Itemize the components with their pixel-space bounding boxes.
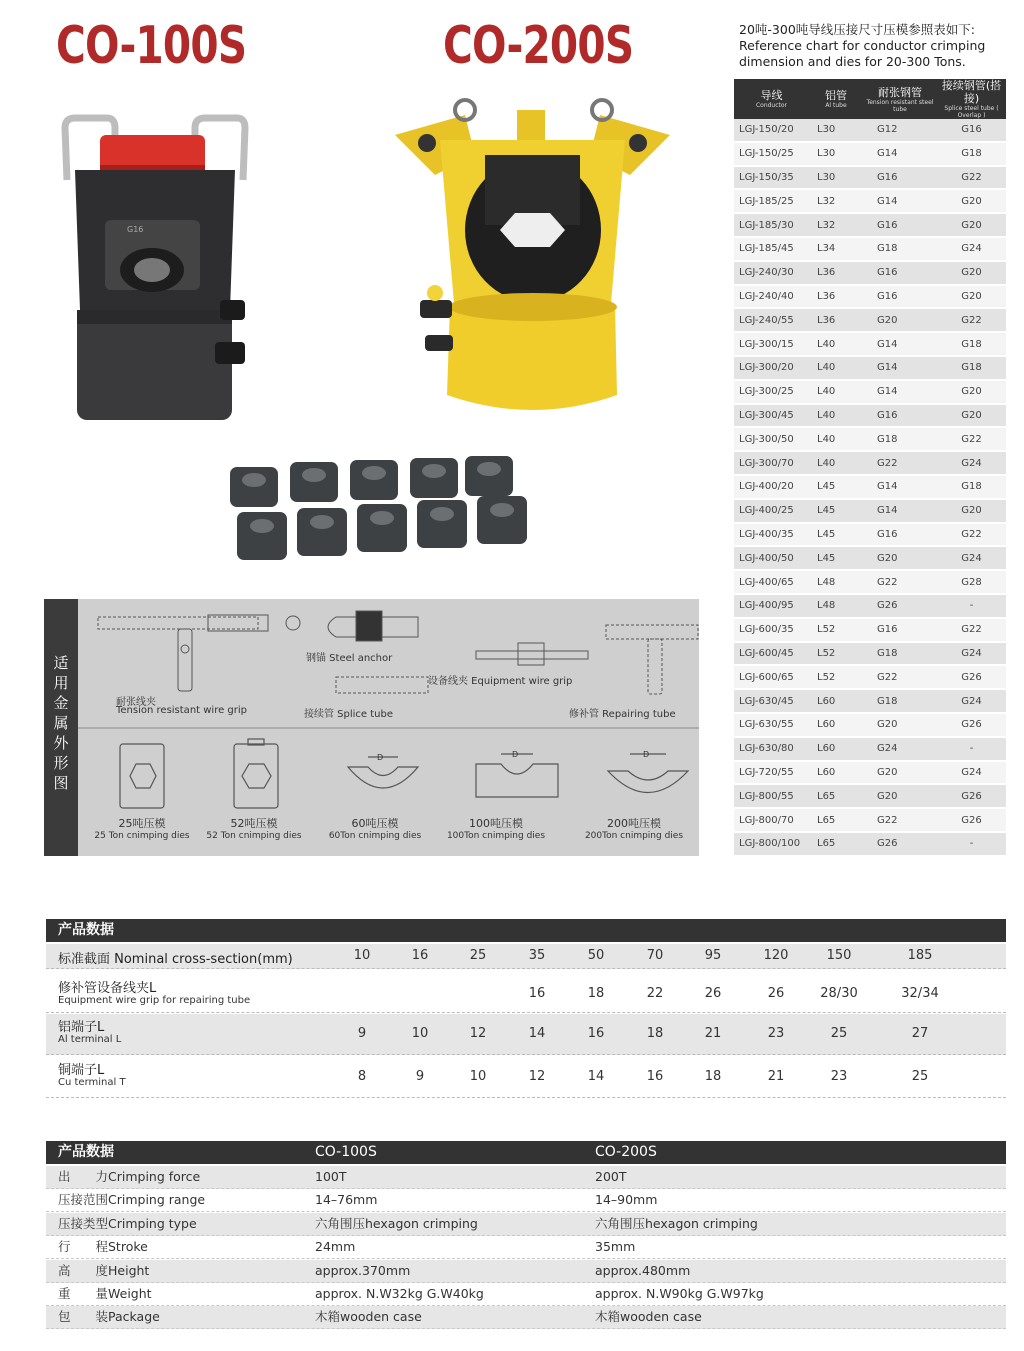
spec-row: [46, 1283, 1006, 1306]
tension-tube-cell: G20: [863, 546, 937, 570]
product-data-value: 23: [767, 1026, 785, 1041]
tension-tube-cell: G22: [863, 665, 937, 689]
tension-tube-cell: G16: [863, 166, 937, 190]
product-data-value: 9: [415, 1069, 425, 1084]
al-tube-cell: L40: [809, 451, 863, 475]
product-data-value: 26: [704, 985, 722, 1001]
reference-row: [734, 119, 1006, 142]
reference-row: [734, 237, 1006, 261]
spec-label: 行 程Stroke: [58, 1239, 148, 1255]
spec-label: 压接范围Crimping range: [58, 1192, 206, 1208]
tension-tube-cell: G14: [863, 332, 937, 356]
splice-tube-cell: G22: [937, 618, 1006, 642]
spec-value-co200s: 六角围压hexagon crimping: [595, 1215, 758, 1231]
al-tube-cell: L48: [809, 594, 863, 618]
splice-tube-cell: -: [937, 594, 1006, 618]
product-data-value: 28/30: [820, 985, 858, 1001]
steel-anchor-label: 钢锚 Steel anchor: [306, 653, 393, 664]
reference-row: [734, 570, 1006, 594]
al-tube-cell: L65: [809, 808, 863, 832]
die-52t-label: 52吨压模 52 Ton cnimping dies: [206, 817, 302, 841]
side-title-char: 适: [53, 654, 69, 672]
conductor-cell: LGJ-185/45: [734, 237, 809, 261]
al-tube-cell: L30: [809, 119, 863, 142]
spec-value-co200s: 35mm: [595, 1239, 636, 1255]
metal-shapes-side-title: [44, 599, 78, 856]
al-tube-cell: L40: [809, 380, 863, 404]
spec-title: 产品数据: [58, 1144, 114, 1160]
tension-tube-cell: G14: [863, 475, 937, 499]
reference-chart-heading: [739, 22, 1009, 70]
reference-row: [734, 832, 1006, 856]
die-60t-label: 60吨压模 60Ton cnimping dies: [328, 817, 422, 841]
conductor-cell: LGJ-240/40: [734, 285, 809, 309]
spec-label: 压接类型Crimping type: [58, 1215, 197, 1231]
product-data-label: 铜端子L: [58, 1063, 105, 1078]
side-title-char: 金: [53, 694, 69, 712]
reference-row: [734, 761, 1006, 785]
product-data-value: 120: [763, 948, 789, 963]
die-label: G16: [127, 225, 144, 234]
product-data-value: 10: [469, 1069, 487, 1084]
tension-tube-cell: G14: [863, 380, 937, 404]
tension-grip-label-cn: 耐张线夹: [116, 697, 156, 708]
al-tube-cell: L45: [809, 523, 863, 547]
al-tube-cell: L60: [809, 689, 863, 713]
splice-tube-cell: -: [937, 737, 1006, 761]
conductor-cell: LGJ-800/70: [734, 808, 809, 832]
splice-tube-cell: G26: [937, 808, 1006, 832]
reference-row: [734, 594, 1006, 618]
product-data-value: 14: [587, 1069, 605, 1084]
product-data-row: [46, 944, 1006, 969]
product-data-value: 16: [587, 1026, 605, 1041]
product-data-value: 32/34: [901, 985, 939, 1001]
product-data-value: 27: [911, 1026, 929, 1041]
die-100t-label: 100吨压模 100Ton cnimping dies: [446, 817, 546, 841]
product-data-value: 10: [353, 948, 371, 963]
tension-tube-cell: G20: [863, 713, 937, 737]
splice-tube-cell: G20: [937, 380, 1006, 404]
conductor-cell: LGJ-300/50: [734, 427, 809, 451]
reference-row: [734, 356, 1006, 380]
splice-tube-cell: G20: [937, 261, 1006, 285]
splice-tube-cell: G22: [937, 427, 1006, 451]
reference-row: [734, 618, 1006, 642]
splice-tube-cell: G22: [937, 523, 1006, 547]
product-data-value: 150: [826, 948, 852, 963]
product-data-value: 9: [357, 1026, 367, 1041]
al-tube-cell: L40: [809, 332, 863, 356]
conductor-cell: LGJ-150/25: [734, 142, 809, 166]
product-data-sublabel: Al terminal L: [58, 1034, 122, 1045]
reference-row: [734, 737, 1006, 761]
al-tube-cell: L65: [809, 784, 863, 808]
header-tension-steel-tube: 耐张钢管 Tension resistant steel tube: [863, 79, 937, 119]
spec-value-co200s: 14–90mm: [595, 1192, 658, 1208]
tension-tube-cell: G14: [863, 189, 937, 213]
splice-tube-cell: G24: [937, 546, 1006, 570]
conductor-cell: LGJ-600/65: [734, 665, 809, 689]
tension-tube-cell: G20: [863, 761, 937, 785]
conductor-cell: LGJ-600/35: [734, 618, 809, 642]
header-al-tube: 铝管 Al tube: [809, 79, 863, 119]
spec-bar: [46, 1141, 1006, 1164]
splice-tube-cell: G24: [937, 642, 1006, 666]
spec-row: [46, 1306, 1006, 1329]
product-data-value: 185: [907, 948, 933, 963]
conductor-cell: LGJ-600/45: [734, 642, 809, 666]
spec-value-co100s: 24mm: [315, 1239, 356, 1255]
conductor-cell: LGJ-630/55: [734, 713, 809, 737]
conductor-cell: LGJ-720/55: [734, 761, 809, 785]
splice-tube-cell: G26: [937, 713, 1006, 737]
header-splice-steel-tube: 接续钢管(搭接) Splice steel tube ( Overlap ): [937, 79, 1006, 119]
splice-tube-cell: G20: [937, 189, 1006, 213]
dim-letter-60t: D: [377, 753, 384, 762]
side-title-char: 形: [53, 754, 69, 772]
tension-grip-label-en: Tension resistant wire grip: [116, 705, 248, 716]
tension-tube-cell: G14: [863, 356, 937, 380]
splice-tube-cell: G24: [937, 689, 1006, 713]
reference-row: [734, 285, 1006, 309]
splice-tube-cell: G22: [937, 308, 1006, 332]
product-data-label: 标准截面 Nominal cross-section(mm): [58, 952, 293, 967]
reference-row: [734, 713, 1006, 737]
product-data-value: 16: [411, 948, 429, 963]
tension-tube-cell: G22: [863, 451, 937, 475]
header-conductor: 导线 Conductor: [734, 79, 809, 119]
spec-label: 重 量Weight: [58, 1286, 152, 1301]
spec-row: [46, 1260, 1006, 1283]
spec-label: 高 度Height: [58, 1262, 150, 1278]
al-tube-cell: L40: [809, 404, 863, 428]
product-data-row: [46, 1057, 1006, 1098]
splice-tube-cell: G18: [937, 475, 1006, 499]
reference-row: [734, 380, 1006, 404]
splice-tube-cell: G20: [937, 499, 1006, 523]
reference-row: [734, 261, 1006, 285]
spec-col-co200s: CO-200S: [595, 1144, 657, 1160]
splice-tube-cell: G26: [937, 665, 1006, 689]
tension-tube-cell: G14: [863, 499, 937, 523]
product-data-value: 8: [357, 1069, 367, 1084]
al-tube-cell: L45: [809, 499, 863, 523]
conductor-cell: LGJ-800/100: [734, 832, 809, 856]
tension-tube-cell: G16: [863, 285, 937, 309]
reference-row: [734, 689, 1006, 713]
conductor-cell: LGJ-800/55: [734, 784, 809, 808]
al-tube-cell: L30: [809, 142, 863, 166]
product-data-value: 26: [767, 985, 785, 1001]
side-title-char: 用: [53, 674, 69, 692]
model-title-co100s: CO-100S: [56, 16, 247, 76]
co200s-product-image: [395, 95, 670, 420]
tension-tube-cell: G16: [863, 523, 937, 547]
spec-label: 出 力Crimping force: [58, 1169, 201, 1184]
splice-tube-cell: G16: [937, 119, 1006, 142]
spec-row: [46, 1189, 1006, 1212]
spec-value-co100s: 六角围压hexagon crimping: [315, 1215, 478, 1231]
product-data-row: [46, 975, 1006, 1013]
product-data-value: 12: [469, 1026, 487, 1041]
tension-tube-cell: G14: [863, 142, 937, 166]
spec-row: [46, 1236, 1006, 1259]
reference-title-en-2: dimension and dies for 20-300 Tons.: [739, 54, 966, 69]
spec-value-co200s: 木箱wooden case: [595, 1309, 702, 1325]
dim-letter-100t: D: [512, 750, 519, 759]
spec-value-co100s: 木箱wooden case: [315, 1309, 422, 1325]
conductor-cell: LGJ-150/35: [734, 166, 809, 190]
al-tube-cell: L36: [809, 261, 863, 285]
side-title-char: 图: [53, 774, 69, 792]
reference-row: [734, 642, 1006, 666]
reference-row: [734, 784, 1006, 808]
tension-tube-cell: G26: [863, 832, 937, 856]
product-data-value: 70: [646, 948, 664, 963]
tension-tube-cell: G24: [863, 737, 937, 761]
reference-row: [734, 451, 1006, 475]
al-tube-cell: L60: [809, 737, 863, 761]
conductor-cell: LGJ-300/20: [734, 356, 809, 380]
spec-row: [46, 1166, 1006, 1189]
al-tube-cell: L36: [809, 308, 863, 332]
product-data-value: 95: [704, 948, 722, 963]
product-data-value: 14: [528, 1026, 546, 1041]
conductor-cell: LGJ-240/55: [734, 308, 809, 332]
conductor-cell: LGJ-400/35: [734, 523, 809, 547]
spec-col-co100s: CO-100S: [315, 1144, 377, 1160]
conductor-cell: LGJ-400/50: [734, 546, 809, 570]
product-data-value: 10: [411, 1026, 429, 1041]
product-data-bar: [46, 919, 1006, 942]
reference-row: [734, 308, 1006, 332]
al-tube-cell: L40: [809, 356, 863, 380]
splice-tube-cell: G18: [937, 356, 1006, 380]
tension-tube-cell: G18: [863, 427, 937, 451]
splice-tube-cell: -: [937, 832, 1006, 856]
reference-header-row: [734, 79, 1006, 119]
splice-tube-cell: G26: [937, 784, 1006, 808]
reference-row: [734, 189, 1006, 213]
side-title-char: 外: [53, 734, 69, 752]
al-tube-cell: L48: [809, 570, 863, 594]
product-data-value: 23: [830, 1069, 848, 1084]
spec-value-co200s: approx. N.W90kg G.W97kg: [595, 1286, 764, 1301]
product-data-sublabel: Equipment wire grip for repairing tube: [58, 995, 251, 1006]
conductor-cell: LGJ-300/70: [734, 451, 809, 475]
tension-tube-cell: G20: [863, 784, 937, 808]
reference-row: [734, 427, 1006, 451]
splice-tube-cell: G24: [937, 451, 1006, 475]
product-data-label: 修补管设备线夹L: [58, 981, 157, 996]
spec-row: [46, 1213, 1006, 1236]
reference-row: [734, 166, 1006, 190]
tension-tube-cell: G22: [863, 570, 937, 594]
tension-tube-cell: G16: [863, 404, 937, 428]
tension-tube-cell: G18: [863, 237, 937, 261]
al-tube-cell: L60: [809, 713, 863, 737]
equipment-grip-label: 设备线夹 Equipment wire grip: [428, 676, 573, 687]
reference-row: [734, 665, 1006, 689]
al-tube-cell: L45: [809, 546, 863, 570]
conductor-cell: LGJ-185/25: [734, 189, 809, 213]
conductor-cell: LGJ-630/45: [734, 689, 809, 713]
conductor-cell: LGJ-185/30: [734, 213, 809, 237]
product-data-value: 50: [587, 948, 605, 963]
splice-tube-cell: G18: [937, 142, 1006, 166]
al-tube-cell: L52: [809, 642, 863, 666]
tension-tube-cell: G12: [863, 119, 937, 142]
conductor-cell: LGJ-300/15: [734, 332, 809, 356]
reference-row: [734, 404, 1006, 428]
conductor-cell: LGJ-400/95: [734, 594, 809, 618]
product-data-label: 铝端子L: [58, 1020, 105, 1035]
splice-tube-cell: G18: [937, 332, 1006, 356]
al-tube-cell: L60: [809, 761, 863, 785]
splice-tube-cell: G24: [937, 761, 1006, 785]
conductor-cell: LGJ-150/20: [734, 119, 809, 142]
product-data-value: 25: [469, 948, 487, 963]
product-data-value: 12: [528, 1069, 546, 1084]
spec-value-co200s: 200T: [595, 1169, 627, 1184]
product-data-title: 产品数据: [58, 922, 114, 938]
splice-tube-cell: G22: [937, 166, 1006, 190]
tension-tube-cell: G18: [863, 642, 937, 666]
reference-title-cn: 20吨-300吨导线压接尺寸压模参照表如下:: [739, 22, 975, 37]
product-data-row: [46, 1014, 1006, 1055]
splice-tube-cell: G24: [937, 237, 1006, 261]
product-data-value: 16: [646, 1069, 664, 1084]
product-data-value: 35: [528, 948, 546, 963]
spec-label: 包 装Package: [58, 1309, 160, 1325]
conductor-cell: LGJ-240/30: [734, 261, 809, 285]
product-data-sublabel: Cu terminal T: [58, 1077, 126, 1088]
product-data-value: 16: [528, 985, 546, 1001]
product-data-value: 18: [704, 1069, 722, 1084]
tension-tube-cell: G16: [863, 261, 937, 285]
product-data-value: 25: [911, 1069, 929, 1084]
spec-value-co200s: approx.480mm: [595, 1262, 691, 1278]
product-data-value: 21: [767, 1069, 785, 1084]
reference-row: [734, 546, 1006, 570]
splice-tube-cell: G20: [937, 285, 1006, 309]
dim-letter-200t: D: [643, 750, 650, 759]
al-tube-cell: L30: [809, 166, 863, 190]
co100s-product-image: [55, 110, 255, 430]
reference-row: [734, 523, 1006, 547]
tension-tube-cell: G16: [863, 618, 937, 642]
al-tube-cell: L65: [809, 832, 863, 856]
product-data-value: 18: [587, 985, 605, 1001]
product-data-value: 22: [646, 985, 664, 1001]
al-tube-cell: L52: [809, 665, 863, 689]
al-tube-cell: L32: [809, 189, 863, 213]
product-data-value: 18: [646, 1026, 664, 1041]
reference-row: [734, 499, 1006, 523]
conductor-cell: LGJ-630/80: [734, 737, 809, 761]
tension-tube-cell: G18: [863, 689, 937, 713]
reference-row: [734, 142, 1006, 166]
product-data-value: 25: [830, 1026, 848, 1041]
conductor-cell: LGJ-400/65: [734, 570, 809, 594]
reference-table-body: [734, 119, 1006, 856]
tension-tube-cell: G26: [863, 594, 937, 618]
al-tube-cell: L34: [809, 237, 863, 261]
spec-value-co100s: approx.370mm: [315, 1262, 411, 1278]
reference-row: [734, 213, 1006, 237]
tension-tube-cell: G22: [863, 808, 937, 832]
al-tube-cell: L32: [809, 213, 863, 237]
splice-tube-cell: G20: [937, 213, 1006, 237]
conductor-cell: LGJ-300/45: [734, 404, 809, 428]
splice-tube-label: 接续管 Splice tube: [304, 709, 394, 720]
spec-value-co100s: 100T: [315, 1169, 347, 1184]
model-title-co200s: CO-200S: [443, 16, 634, 76]
reference-row: [734, 808, 1006, 832]
product-data-value: 21: [704, 1026, 722, 1041]
al-tube-cell: L52: [809, 618, 863, 642]
metal-shapes-panel: [44, 599, 699, 856]
splice-tube-cell: G20: [937, 404, 1006, 428]
al-tube-cell: L40: [809, 427, 863, 451]
conductor-cell: LGJ-300/25: [734, 380, 809, 404]
reference-chart-table: [734, 79, 1006, 857]
reference-row: [734, 332, 1006, 356]
repairing-tube-label: 修补管 Repairing tube: [569, 709, 676, 720]
splice-tube-cell: G28: [937, 570, 1006, 594]
crimping-dies-image: [225, 452, 535, 567]
reference-title-en-1: Reference chart for conductor crimping: [739, 38, 986, 53]
die-25t-label: 25吨压模 25 Ton cnimping dies: [94, 817, 190, 841]
reference-row: [734, 475, 1006, 499]
conductor-cell: LGJ-400/20: [734, 475, 809, 499]
al-tube-cell: L45: [809, 475, 863, 499]
conductor-cell: LGJ-400/25: [734, 499, 809, 523]
spec-value-co100s: 14–76mm: [315, 1192, 378, 1208]
al-tube-cell: L36: [809, 285, 863, 309]
spec-value-co100s: approx. N.W32kg G.W40kg: [315, 1286, 484, 1301]
side-title-char: 属: [53, 714, 69, 732]
die-200t-label: 200吨压模 200Ton cnimping dies: [584, 817, 684, 841]
tension-tube-cell: G20: [863, 308, 937, 332]
tension-tube-cell: G16: [863, 213, 937, 237]
